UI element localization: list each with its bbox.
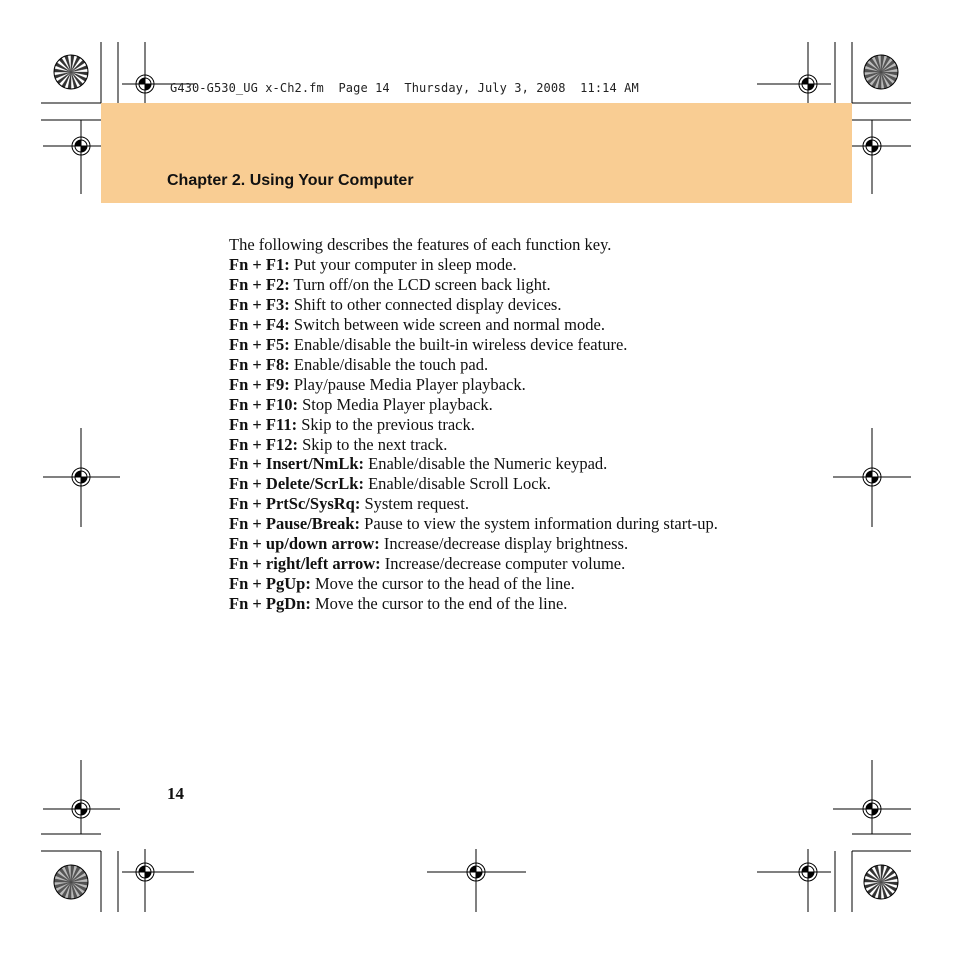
function-key-description: Stop Media Player playback. [297, 394, 493, 414]
color-wheel-icon [54, 55, 88, 89]
function-key-description: Move the cursor to the head of the line. [310, 574, 575, 594]
print-header-slug: G430-G530_UG x-Ch2.fm Page 14 Thursday, July 3, 2008 11:14 AM [170, 81, 639, 95]
function-key-combo: Fn + Insert/NmLk: [229, 454, 364, 474]
function-key-item [229, 315, 789, 335]
function-key-combo: Fn + Delete/ScrLk: [229, 474, 364, 494]
function-key-description: Increase/decrease display brightness. [379, 534, 629, 554]
function-key-combo: Fn + F2: [229, 274, 290, 294]
function-key-description: Enable/disable the Numeric keypad. [364, 454, 608, 474]
function-key-item [229, 295, 789, 315]
function-key-combo: Fn + F8: [229, 354, 290, 374]
function-key-description: System request. [360, 494, 469, 514]
function-key-item [229, 454, 789, 474]
function-key-description: Skip to the next track. [297, 434, 448, 454]
function-key-combo: Fn + Pause/Break: [229, 514, 361, 534]
function-key-description: Put your computer in sleep mode. [289, 254, 517, 274]
function-key-description: Move the cursor to the end of the line. [310, 594, 568, 614]
chapter-title: Chapter 2. Using Your Computer [167, 172, 414, 189]
function-key-combo: Fn + F12: [229, 434, 298, 454]
function-key-description: Enable/disable Scroll Lock. [363, 474, 551, 494]
function-key-description: Turn off/on the LCD screen back light. [289, 274, 551, 294]
function-key-item [229, 474, 789, 494]
function-key-item [229, 375, 789, 395]
function-key-item [229, 554, 789, 574]
function-key-item [229, 494, 789, 514]
function-key-combo: Fn + F10: [229, 394, 298, 414]
function-key-description: Shift to other connected display devices. [289, 294, 562, 314]
intro-paragraph: The following describes the features of each function key. [229, 235, 612, 254]
function-key-item [229, 435, 789, 455]
function-key-description: Increase/decrease computer volume. [380, 554, 626, 574]
function-key-combo: Fn + right/left arrow: [229, 554, 381, 574]
color-wheel-icon [54, 865, 88, 899]
function-key-combo: Fn + PgDn: [229, 594, 311, 614]
page-number: 14 [167, 784, 184, 803]
function-key-item [229, 415, 789, 435]
function-key-description: Pause to view the system information during start-up. [360, 514, 718, 534]
function-key-combo: Fn + PgUp: [229, 574, 311, 594]
chapter-header-band [101, 103, 852, 203]
function-key-combo: Fn + F3: [229, 294, 290, 314]
function-key-item [229, 355, 789, 375]
function-key-combo: Fn + F5: [229, 334, 290, 354]
function-key-combo: Fn + F1: [229, 254, 290, 274]
function-key-combo: Fn + F9: [229, 374, 290, 394]
color-wheel-icon [864, 865, 898, 899]
function-key-item [229, 534, 789, 554]
function-key-description: Skip to the previous track. [297, 414, 475, 434]
function-key-item [229, 594, 789, 614]
function-key-combo: Fn + F11: [229, 414, 298, 434]
function-key-combo: Fn + up/down arrow: [229, 534, 380, 554]
function-key-item [229, 395, 789, 415]
color-wheel-icon [864, 55, 898, 89]
body-text [229, 235, 789, 614]
function-key-description: Enable/disable the touch pad. [289, 354, 489, 374]
function-key-description: Play/pause Media Player playback. [289, 374, 526, 394]
function-key-combo: Fn + PrtSc/SysRq: [229, 494, 361, 514]
function-key-item [229, 514, 789, 534]
function-key-description: Enable/disable the built-in wireless device feature. [289, 334, 628, 354]
function-key-list [229, 255, 789, 614]
function-key-item [229, 255, 789, 275]
function-key-item [229, 574, 789, 594]
function-key-description: Switch between wide screen and normal mode. [289, 314, 605, 334]
function-key-item [229, 335, 789, 355]
function-key-combo: Fn + F4: [229, 314, 290, 334]
function-key-item [229, 275, 789, 295]
